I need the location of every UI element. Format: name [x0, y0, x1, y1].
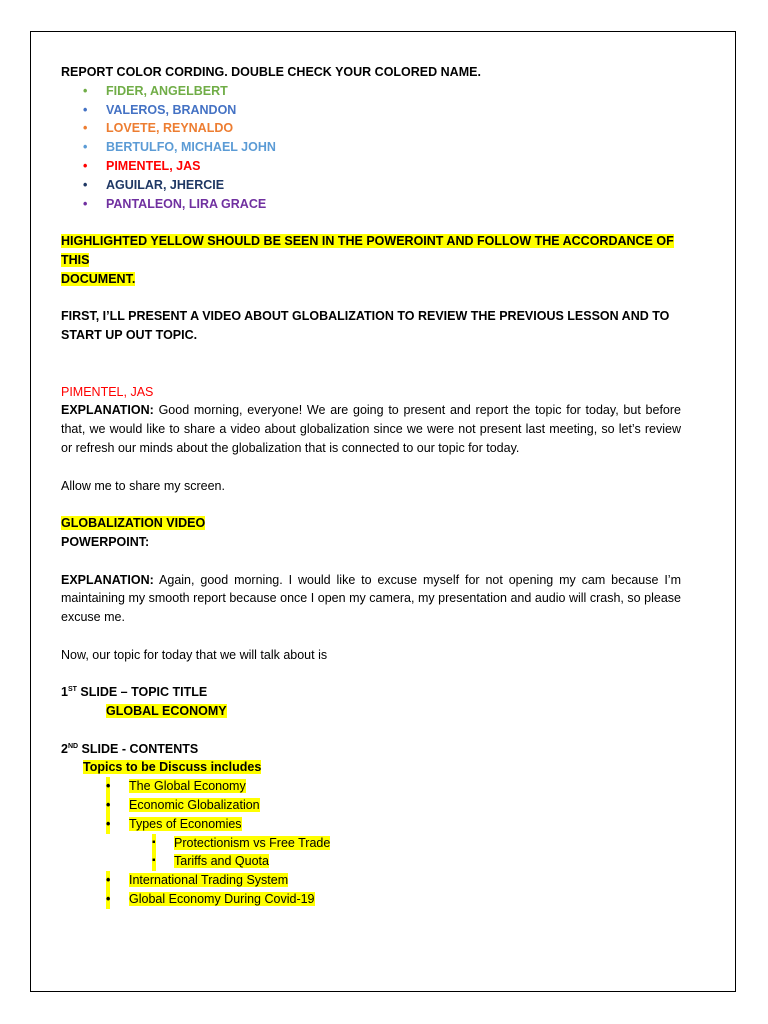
square-bullet-icon: ▪	[152, 852, 156, 871]
first-statement	[61, 307, 681, 345]
explanation-paragraph-1	[61, 401, 681, 457]
topic-text: The Global Economy	[129, 779, 246, 794]
subtopic-item	[61, 834, 681, 853]
slide-2-topics-heading: Topics to be Discuss includes	[83, 760, 262, 775]
explanation-label: EXPLANATION:	[61, 403, 154, 418]
topic-text: Protectionism vs Free Trade	[174, 835, 331, 850]
name-item	[61, 195, 681, 214]
name-text: LOVETE, REYNALDO	[106, 121, 234, 136]
first-line-1: FIRST, I’LL PRESENT A VIDEO ABOUT GLOBALIZATION TO REVIEW THE PREVIOUS LESSON AND TO	[61, 309, 670, 324]
bullet-icon: •	[106, 796, 110, 815]
share-screen-text: Allow me to share my screen.	[61, 478, 225, 493]
topic-intro: Now, our topic for today that we will talk about is	[61, 647, 328, 662]
bullet-icon: •	[106, 777, 110, 796]
notice-line-1: HIGHLIGHTED YELLOW SHOULD BE SEEN IN THE POWEROINT AND FOLLOW THE ACCORDANCE OF THIS	[61, 234, 674, 267]
globalization-video-label: GLOBALIZATION VIDEO	[61, 516, 206, 531]
topic-text: Types of Economies	[129, 816, 242, 831]
bullet-icon: •	[83, 177, 88, 192]
name-text: FIDER, ANGELBERT	[106, 83, 228, 98]
bullet-icon: •	[106, 815, 110, 834]
name-item	[61, 101, 681, 120]
name-item	[61, 138, 681, 157]
explanation-text-2: Again, good morning. I would like to excuse myself for not opening my cam because I’m maintaining my smooth report because once I open my camera, my presentation and audio will crash, so please excuse me.	[61, 572, 681, 625]
names-list	[61, 82, 681, 214]
slide-1-title: GLOBAL ECONOMY	[106, 704, 227, 719]
bullet-icon: •	[83, 83, 88, 98]
name-text: PIMENTEL, JAS	[106, 158, 201, 173]
topic-text: Tariffs and Quota	[174, 854, 269, 869]
slide-1-heading: 1ST SLIDE – TOPIC TITLE	[61, 685, 208, 700]
explanation-text-1: Good morning, everyone! We are going to present and report the topic for today, but before that, we would like to share a video about globalization since we were not present last meeting, so let’s review or refresh our minds about the globalization that is connected to our topic for today.	[61, 403, 681, 455]
document-content	[61, 63, 681, 909]
topics-list	[61, 777, 681, 909]
bullet-icon: •	[83, 140, 88, 155]
name-item	[61, 119, 681, 138]
name-item	[61, 176, 681, 195]
topic-item	[61, 871, 681, 890]
name-text: AGUILAR, JHERCIE	[106, 177, 225, 192]
bullet-icon: •	[106, 890, 110, 909]
bullet-icon: •	[83, 102, 88, 117]
explanation-paragraph-2	[61, 571, 681, 627]
report-header: REPORT COLOR CORDING. DOUBLE CHECK YOUR COLORED NAME.	[61, 65, 481, 79]
highlight-notice	[61, 232, 681, 288]
bullet-icon: •	[106, 871, 110, 890]
name-text: BERTULFO, MICHAEL JOHN	[106, 140, 276, 155]
first-line-2: START UP OUT TOPIC.	[61, 328, 198, 343]
name-item	[61, 157, 681, 176]
speaker-name: PIMENTEL, JAS	[61, 384, 154, 399]
explanation-label-2: EXPLANATION:	[61, 572, 154, 587]
square-bullet-icon: ▪	[152, 834, 156, 853]
bullet-icon: •	[83, 196, 88, 211]
topic-text: International Trading System	[129, 873, 289, 888]
slide-2-heading: 2ND SLIDE - CONTENTS	[61, 741, 199, 756]
powerpoint-label: POWERPOINT:	[61, 534, 150, 549]
name-text: PANTALEON, LIRA GRACE	[106, 196, 267, 211]
topic-item	[61, 890, 681, 909]
topic-item	[61, 777, 681, 796]
bullet-icon: •	[83, 121, 88, 136]
topic-item	[61, 815, 681, 834]
subtopic-item	[61, 852, 681, 871]
notice-line-2: DOCUMENT.	[61, 271, 136, 286]
bullet-icon: •	[83, 158, 88, 173]
topic-item	[61, 796, 681, 815]
topic-text: Global Economy During Covid-19	[129, 892, 315, 907]
name-text: VALEROS, BRANDON	[106, 102, 237, 117]
topic-text: Economic Globalization	[129, 798, 260, 813]
name-item	[61, 82, 681, 101]
